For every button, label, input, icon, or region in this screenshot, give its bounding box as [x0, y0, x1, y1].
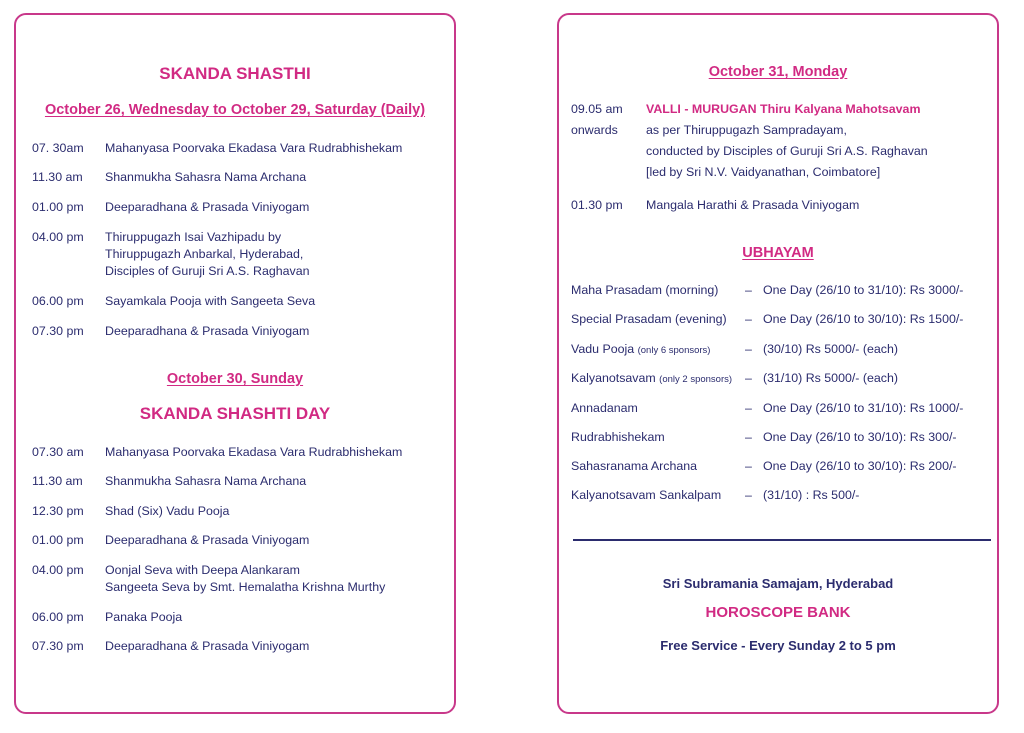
daily-heading: October 26, Wednesday to October 29, Saturday (Daily): [44, 102, 426, 118]
schedule-item: Oonjal Seva with Deepa Alankaram Sangeeta Seva by Smt. Hemalatha Krishna Murthy: [105, 563, 386, 594]
ubhayam-dash: –: [745, 371, 752, 385]
ubhayam-value: One Day (26/10 to 31/10): Rs 1000/-: [763, 401, 964, 415]
kalyana-title: VALLI - MURUGAN Thiru Kalyana Mahotsavam: [646, 102, 921, 116]
schedule-time: 12.30 pm: [32, 504, 84, 518]
mangala-text: Mangala Harathi & Prasada Viniyogam: [646, 198, 860, 212]
schedule-item: Panaka Pooja: [105, 610, 183, 624]
day-title: SKANDA SHASHTI DAY: [139, 404, 331, 423]
ubhayam-note: (only 2 sponsors): [659, 374, 733, 385]
schedule-time: 06.00 pm: [32, 610, 84, 624]
schedule-item: Shanmukha Sahasra Nama Archana: [105, 170, 307, 184]
schedule-item: Thiruppugazh Isai Vazhipadu by Thiruppugazh Anbarkal, Hyderabad, Disciples of Guruji Sri A.S. Raghavan: [105, 230, 310, 278]
ubhayam-heading: UBHAYAM: [742, 245, 814, 261]
ubhayam-dash: –: [745, 430, 752, 444]
schedule-time: 07.30 pm: [32, 639, 84, 653]
page-title: SKANDA SHASTHI: [159, 64, 311, 83]
schedule-time: 04.00 pm: [32, 230, 84, 244]
schedule-item: Mahanyasa Poorvaka Ekadasa Vara Rudrabhishekam: [105, 141, 403, 155]
ubhayam-label: Maha Prasadam (morning): [571, 283, 719, 297]
left-panel: [14, 13, 456, 714]
schedule-time: 11.30 am: [32, 170, 83, 184]
schedule-time: 01.00 pm: [32, 533, 84, 547]
ubhayam-label: Sahasranama Archana: [571, 459, 698, 473]
ubhayam-dash: –: [745, 283, 752, 297]
ubhayam-dash: –: [745, 342, 752, 356]
schedule-time: 06.00 pm: [32, 294, 84, 308]
sunday-heading: October 30, Sunday: [166, 371, 304, 387]
schedule-time: 07.30 am: [32, 445, 84, 459]
schedule-item: Deeparadhana & Prasada Viniyogam: [105, 533, 310, 547]
schedule-item: Deeparadhana & Prasada Viniyogam: [105, 200, 310, 214]
ubhayam-dash: –: [745, 312, 752, 326]
schedule-item: Sayamkala Pooja with Sangeeta Seva: [105, 294, 316, 308]
org-name: Sri Subramania Samajam, Hyderabad: [662, 576, 894, 591]
ubhayam-value: (31/10) Rs 5000/- (each): [763, 371, 898, 385]
kalyana-time: 09.05 am onwards: [571, 102, 623, 137]
ubhayam-value: One Day (26/10 to 31/10): Rs 3000/-: [763, 283, 964, 297]
ubhayam-value: One Day (26/10 to 30/10): Rs 200/-: [763, 459, 957, 473]
schedule-item: Deeparadhana & Prasada Viniyogam: [105, 639, 310, 653]
kalyana-details: VALLI - MURUGAN Thiru Kalyana Mahotsavam as per Thiruppugazh Sampradayam, conducted by Disciples of Guruji Sri A.S. Raghavan [led by Sri N.V. Vaidyanathan, Coimbatore]: [646, 102, 928, 179]
ubhayam-value: One Day (26/10 to 30/10): Rs 1500/-: [763, 312, 964, 326]
schedule-time: 11.30 am: [32, 474, 83, 488]
schedule-item: Shad (Six) Vadu Pooja: [105, 504, 230, 518]
ubhayam-value: One Day (26/10 to 30/10): Rs 300/-: [763, 430, 957, 444]
ubhayam-dash: –: [745, 488, 752, 502]
ubhayam-value: (30/10) Rs 5000/- (each): [763, 342, 898, 356]
ubhayam-dash: –: [745, 401, 752, 415]
schedule-time: 04.00 pm: [32, 563, 84, 577]
ubhayam-dash: –: [745, 459, 752, 473]
schedule-time: 07.30 pm: [32, 324, 84, 338]
monday-heading: October 31, Monday: [708, 64, 848, 80]
ubhayam-label: Kalyanotsavam (only 2 sponsors): [571, 371, 733, 385]
schedule-item: Deeparadhana & Prasada Viniyogam: [105, 324, 310, 338]
schedule-item: Shanmukha Sahasra Nama Archana: [105, 474, 307, 488]
ubhayam-value: (31/10) : Rs 500/-: [763, 488, 860, 502]
right-panel: [557, 13, 999, 714]
ubhayam-label: Vadu Pooja (only 6 sponsors): [571, 342, 711, 356]
ubhayam-label: Special Prasadam (evening): [571, 312, 727, 326]
schedule-item: Mahanyasa Poorvaka Ekadasa Vara Rudrabhishekam: [105, 445, 403, 459]
schedule-time: 07. 30am: [32, 141, 84, 155]
ubhayam-label: Annadanam: [571, 401, 638, 415]
horoscope-bank-title: HOROSCOPE BANK: [705, 604, 851, 621]
mangala-time: 01.30 pm: [571, 198, 623, 212]
service-info: Free Service - Every Sunday 2 to 5 pm: [660, 638, 896, 653]
ubhayam-label: Kalyanotsavam Sankalpam: [571, 488, 722, 502]
ubhayam-note: (only 6 sponsors): [637, 345, 711, 356]
schedule-time: 01.00 pm: [32, 200, 84, 214]
divider: [573, 539, 991, 541]
ubhayam-label: Rudrabhishekam: [571, 430, 665, 444]
